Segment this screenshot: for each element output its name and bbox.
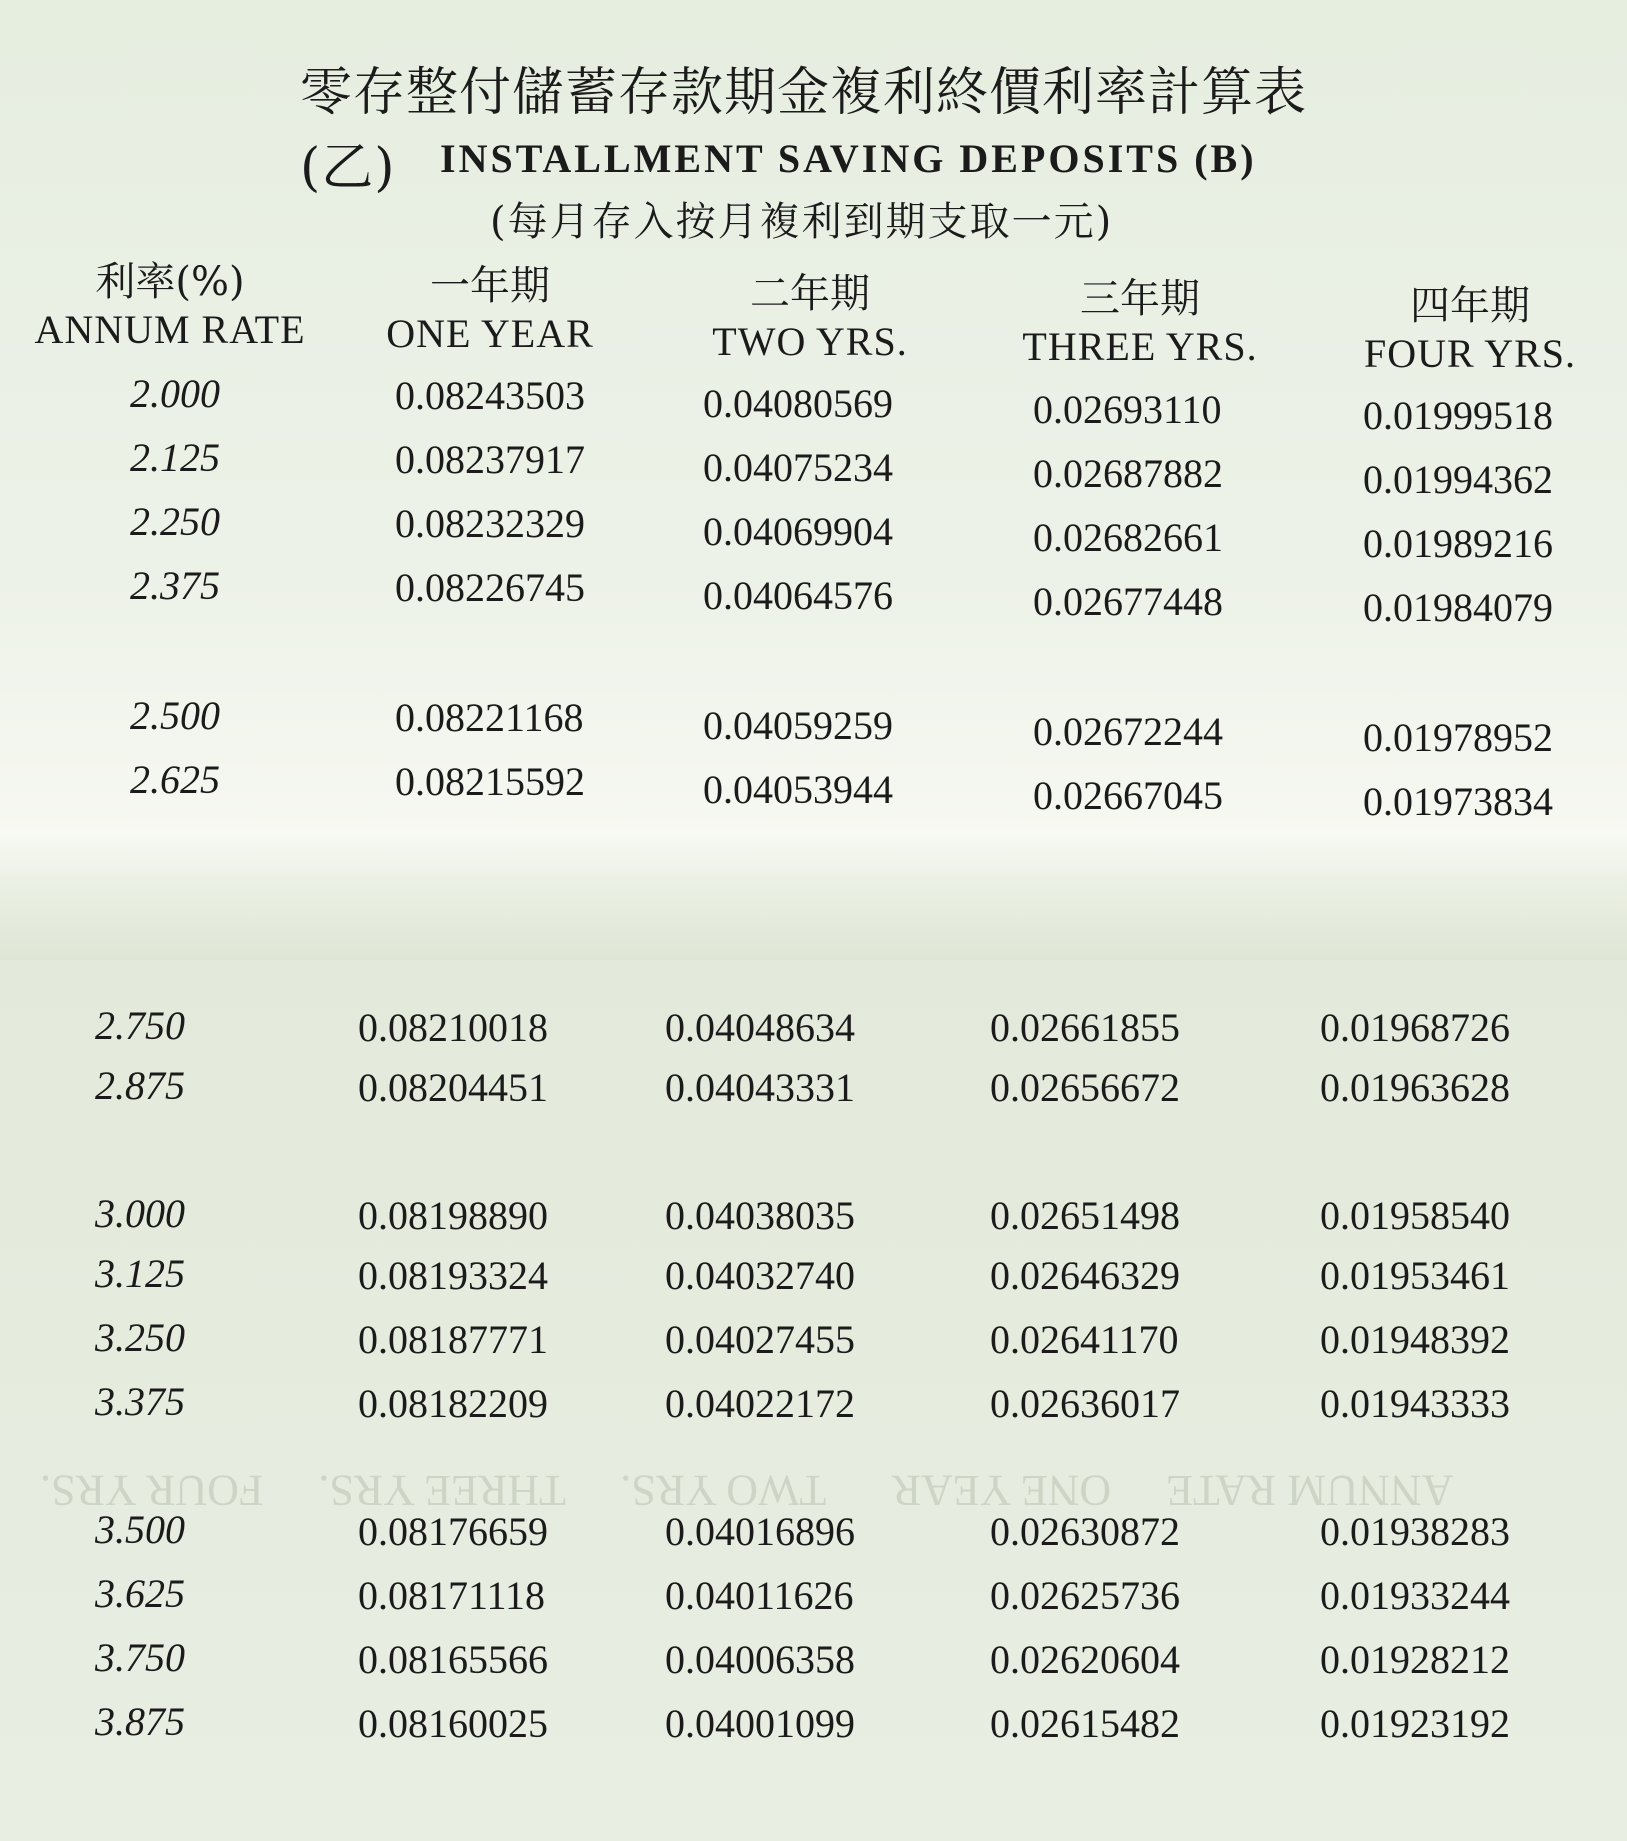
one-year-cell: 0.08165566 — [358, 1637, 548, 1682]
two-yrs-cell: 0.04043331 — [665, 1065, 855, 1110]
four-yrs-cell: 0.01953461 — [1320, 1253, 1510, 1298]
two-yrs-cell: 0.04048634 — [665, 1005, 855, 1050]
four-yrs-cell: 0.01984079 — [1363, 585, 1553, 630]
rate-cell: 3.125 — [95, 1251, 185, 1296]
three-yrs-cell: 0.02672244 — [1033, 709, 1223, 754]
three-yrs-cell: 0.02641170 — [990, 1317, 1179, 1362]
two-yrs-cell: 0.04075234 — [703, 445, 893, 490]
three-yrs-cell: 0.02687882 — [1033, 451, 1223, 496]
three-yrs-cell: 0.02656672 — [990, 1065, 1180, 1110]
four-yrs-cell: 0.01989216 — [1363, 521, 1553, 566]
header-zh: 利率(%) — [95, 259, 245, 305]
rate-cell: 2.750 — [95, 1003, 185, 1048]
one-year-cell: 0.08176659 — [358, 1509, 548, 1554]
two-yrs-cell: 0.04011626 — [665, 1573, 854, 1618]
two-yrs-cell: 0.04038035 — [665, 1193, 855, 1238]
one-year-cell: 0.08198890 — [358, 1193, 548, 1238]
rate-cell: 2.375 — [130, 563, 220, 608]
two-yrs-cell: 0.04080569 — [703, 381, 893, 426]
three-yrs-cell: 0.02630872 — [990, 1509, 1180, 1554]
two-yrs-cell: 0.04027455 — [665, 1317, 855, 1362]
two-yrs-cell: 0.04069904 — [703, 509, 893, 554]
header-en: THREE YRS. — [1022, 324, 1258, 369]
four-yrs-cell: 0.01928212 — [1320, 1637, 1510, 1682]
four-yrs-cell: 0.01943333 — [1320, 1381, 1510, 1426]
four-yrs-cell: 0.01938283 — [1320, 1509, 1510, 1554]
header-annum-rate — [20, 258, 320, 354]
two-yrs-cell: 0.04053944 — [703, 767, 893, 812]
rate-cell: 2.500 — [130, 693, 220, 738]
two-yrs-cell: 0.04022172 — [665, 1381, 855, 1426]
two-yrs-cell: 0.04032740 — [665, 1253, 855, 1298]
three-yrs-cell: 0.02667045 — [1033, 773, 1223, 818]
one-year-cell: 0.08243503 — [395, 373, 585, 418]
three-yrs-cell: 0.02646329 — [990, 1253, 1180, 1298]
one-year-cell: 0.08204451 — [358, 1065, 548, 1110]
rate-cell: 3.000 — [95, 1191, 185, 1236]
title-english: INSTALLMENT SAVING DEPOSITS (B) — [440, 136, 1257, 181]
subtitle-chinese: (每月存入按月複利到期支取一元) — [490, 199, 1114, 245]
title-chinese: 零存整付儲蓄存款期金複利終價利率計算表(乙) — [300, 63, 1308, 198]
four-yrs-cell: 0.01973834 — [1363, 779, 1553, 824]
four-yrs-cell: 0.01948392 — [1320, 1317, 1510, 1362]
one-year-cell: 0.08221168 — [395, 695, 584, 740]
rate-cell: 2.125 — [130, 435, 220, 480]
rate-cell: 2.625 — [130, 757, 220, 802]
three-yrs-cell: 0.02625736 — [990, 1573, 1180, 1618]
one-year-cell: 0.08193324 — [358, 1253, 548, 1298]
three-yrs-cell: 0.02615482 — [990, 1701, 1180, 1746]
one-year-cell: 0.08182209 — [358, 1381, 548, 1426]
one-year-cell: 0.08187771 — [358, 1317, 548, 1362]
header-en: FOUR YRS. — [1363, 331, 1577, 376]
two-yrs-cell: 0.04059259 — [703, 703, 893, 748]
rate-cell: 3.500 — [95, 1507, 185, 1552]
rate-cell: 2.000 — [130, 371, 220, 416]
three-yrs-cell: 0.02682661 — [1033, 515, 1223, 560]
four-yrs-cell: 0.01994362 — [1363, 457, 1553, 502]
four-yrs-cell: 0.01978952 — [1363, 715, 1553, 760]
show-through-text: ANNUM RATE ONE YEAR TWO YRS. THREE YRS. FOUR YRS. — [40, 1466, 1454, 1515]
one-year-cell: 0.08232329 — [395, 501, 585, 546]
rate-cell: 2.875 — [95, 1063, 185, 1108]
two-yrs-cell: 0.04006358 — [665, 1637, 855, 1682]
header-zh: 四年期 — [1410, 283, 1530, 329]
three-yrs-cell: 0.02677448 — [1033, 579, 1223, 624]
three-yrs-cell: 0.02651498 — [990, 1193, 1180, 1238]
two-yrs-cell: 0.04064576 — [703, 573, 893, 618]
three-yrs-cell: 0.02636017 — [990, 1381, 1180, 1426]
one-year-cell: 0.08210018 — [358, 1005, 548, 1050]
rate-cell: 3.875 — [95, 1699, 185, 1744]
one-year-cell: 0.08237917 — [395, 437, 585, 482]
header-zh: 三年期 — [1080, 276, 1200, 322]
four-yrs-cell: 0.01963628 — [1320, 1065, 1510, 1110]
two-yrs-cell: 0.04016896 — [665, 1509, 855, 1554]
rate-cell: 3.625 — [95, 1571, 185, 1616]
one-year-cell: 0.08226745 — [395, 565, 585, 610]
rate-cell: 3.250 — [95, 1315, 185, 1360]
four-yrs-cell: 0.01968726 — [1320, 1005, 1510, 1050]
header-four-yrs — [1340, 282, 1600, 378]
three-yrs-cell: 0.02661855 — [990, 1005, 1180, 1050]
one-year-cell: 0.08215592 — [395, 759, 585, 804]
header-en: TWO YRS. — [712, 319, 908, 364]
header-two-yrs — [680, 270, 940, 366]
header-three-yrs — [1000, 275, 1280, 371]
four-yrs-cell: 0.01933244 — [1320, 1573, 1510, 1618]
four-yrs-cell: 0.01923192 — [1320, 1701, 1510, 1746]
one-year-cell: 0.08160025 — [358, 1701, 548, 1746]
rate-cell: 3.750 — [95, 1635, 185, 1680]
four-yrs-cell: 0.01999518 — [1363, 393, 1553, 438]
one-year-cell: 0.08171118 — [358, 1573, 546, 1618]
two-yrs-cell: 0.04001099 — [665, 1701, 855, 1746]
rate-cell: 3.375 — [95, 1379, 185, 1424]
three-yrs-cell: 0.02693110 — [1033, 387, 1222, 432]
header-en: ONE YEAR — [386, 311, 594, 356]
header-en: ANNUM RATE — [34, 307, 306, 352]
header-one-year — [360, 262, 620, 358]
header-zh: 一年期 — [430, 263, 550, 309]
three-yrs-cell: 0.02620604 — [990, 1637, 1180, 1682]
rate-cell: 2.250 — [130, 499, 220, 544]
four-yrs-cell: 0.01958540 — [1320, 1193, 1510, 1238]
header-zh: 二年期 — [750, 271, 870, 317]
page-fold — [0, 830, 1627, 960]
